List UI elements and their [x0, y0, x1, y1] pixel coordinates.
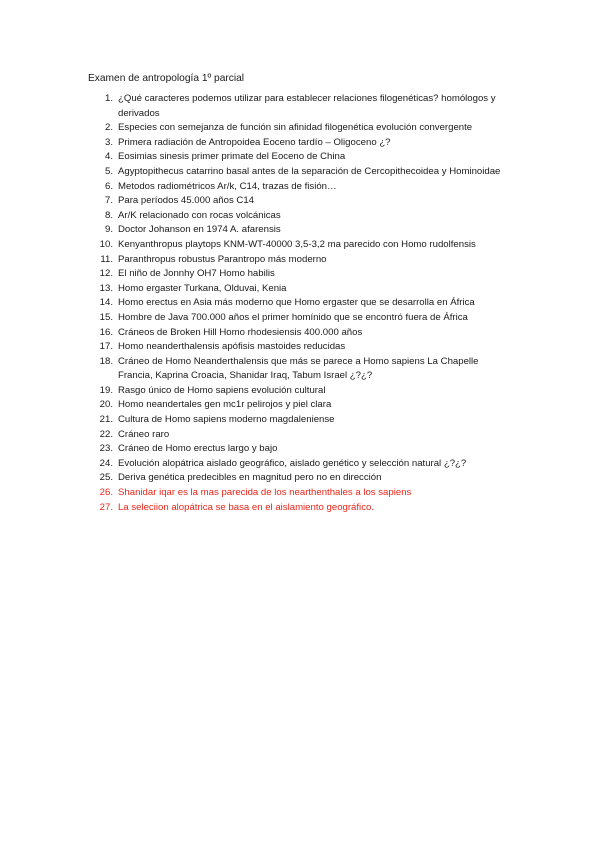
list-item — [0, 296, 600, 311]
list-item — [0, 223, 600, 238]
list-item — [0, 209, 600, 224]
item-text: La seleciion alopátrica se basa en el aislamiento geográfico. — [118, 501, 374, 513]
item-text: Primera radiación de Antropoidea Eoceno tardío – Oligoceno ¿? — [118, 136, 391, 148]
item-text: ¿Qué caracteres podemos utilizar para establecer relaciones filogenéticas? homólogos y derivados — [118, 93, 496, 119]
item-text: Cráneos de Broken Hill Homo rhodesiensis 400.000 años — [118, 326, 363, 338]
item-number: 16. — [99, 326, 113, 338]
document-title: Examen de antropología 1º parcial — [88, 73, 245, 84]
list-item — [0, 282, 600, 297]
item-number: 3. — [104, 136, 113, 148]
item-text: Cráneo raro — [118, 428, 170, 440]
list-item — [0, 267, 600, 282]
list-item — [0, 150, 600, 165]
item-number: 19. — [99, 384, 113, 396]
item-number: 11. — [100, 253, 113, 265]
item-number: 4. — [104, 151, 113, 163]
list-item — [0, 165, 600, 180]
list-item — [0, 340, 600, 355]
item-number: 27. — [99, 501, 113, 513]
item-number: 10. — [99, 238, 113, 250]
item-number: 24. — [99, 457, 113, 469]
list-item — [0, 136, 600, 151]
item-number: 12. — [99, 268, 113, 280]
item-number: 6. — [104, 180, 113, 192]
list-item — [0, 428, 600, 443]
item-number: 22. — [99, 428, 113, 440]
item-text: Kenyanthropus playtops KNM-WT-40000 3,5-3,2 ma parecido con Homo rudolfensis — [118, 238, 476, 250]
list-item — [0, 238, 600, 253]
list-item — [0, 384, 600, 399]
item-number: 18. — [99, 355, 113, 367]
item-number: 13. — [99, 282, 113, 294]
item-number: 26. — [99, 487, 113, 499]
item-number: 14. — [99, 297, 113, 309]
list-item — [0, 253, 600, 268]
item-text: Rasgo único de Homo sapiens evolución cultural — [118, 384, 326, 396]
list-item — [0, 180, 600, 195]
item-number: 9. — [104, 224, 113, 236]
item-text: Hombre de Java 700.000 años el primer homínido que se encontró fuera de África — [118, 311, 468, 323]
list-item — [0, 326, 600, 341]
item-number: 8. — [104, 209, 113, 221]
list-item-highlighted — [0, 486, 600, 501]
item-number: 23. — [99, 443, 113, 455]
list-item — [0, 442, 600, 457]
list-item — [0, 413, 600, 428]
question-list — [0, 92, 600, 515]
item-text: Agyptopithecus catarrino basal antes de la separación de Cercopithecoidea y Hominoidae — [118, 165, 501, 177]
item-text: Homo neanderthalensis apófisis mastoides reducidas — [118, 341, 346, 353]
item-text: Para períodos 45.000 años C14 — [118, 195, 255, 207]
item-text: Homo neandertales gen mc1r pelirojos y piel clara — [118, 399, 332, 411]
item-text: Cráneo de Homo Neanderthalensis que más se parece a Homo sapiens La Chapelle Francia, Kaprina Croacia, Shanidar Iraq, Tabum Israel ¿?¿? — [118, 355, 479, 382]
list-item — [0, 355, 600, 384]
list-item — [0, 121, 600, 136]
item-text: Deriva genética predecibles en magnitud pero no en dirección — [118, 472, 382, 484]
item-number: 15. — [99, 311, 113, 323]
item-text: Evolución alopátrica aislado geográfico, aislado genético y selección natural ¿?¿? — [118, 457, 467, 469]
item-number: 17. — [99, 341, 113, 353]
item-text: Doctor Johanson en 1974 A. afarensis — [118, 224, 281, 236]
item-text: Shanidar iqar es la mas parecida de los nearthenthales a los sapiens — [118, 487, 412, 499]
list-item — [0, 311, 600, 326]
list-item — [0, 92, 600, 121]
item-text: Homo erectus en Asia más moderno que Homo ergaster que se desarrolla en África — [118, 297, 475, 309]
list-item — [0, 457, 600, 472]
item-text: Metodos radiométricos Ar/k, C14, trazas de fisión… — [118, 180, 337, 192]
list-item — [0, 194, 600, 209]
item-text: Cráneo de Homo erectus largo y bajo — [118, 443, 278, 455]
item-number: 7. — [104, 195, 113, 207]
item-number: 20. — [99, 399, 113, 411]
item-text: Eosimias sinesis primer primate del Eoceno de China — [118, 151, 346, 163]
item-text: Especies con semejanza de función sin afinidad filogenética evolución convergente — [118, 122, 473, 134]
item-text: Paranthropus robustus Parantropo más moderno — [118, 253, 327, 265]
item-number: 2. — [104, 122, 113, 134]
item-number: 25. — [99, 472, 113, 484]
list-item — [0, 471, 600, 486]
list-item-highlighted — [0, 501, 600, 516]
item-text: El niño de Jonnhy OH7 Homo habilis — [118, 268, 275, 280]
item-number: 1. — [104, 93, 113, 104]
item-text: Cultura de Homo sapiens moderno magdaleniense — [118, 414, 335, 426]
list-item — [0, 398, 600, 413]
item-text: Homo ergaster Turkana, Olduvai, Kenia — [118, 282, 287, 294]
item-text: Ar/K relacionado con rocas volcánicas — [118, 209, 281, 221]
item-number: 21. — [99, 414, 113, 426]
item-number: 5. — [104, 165, 113, 177]
